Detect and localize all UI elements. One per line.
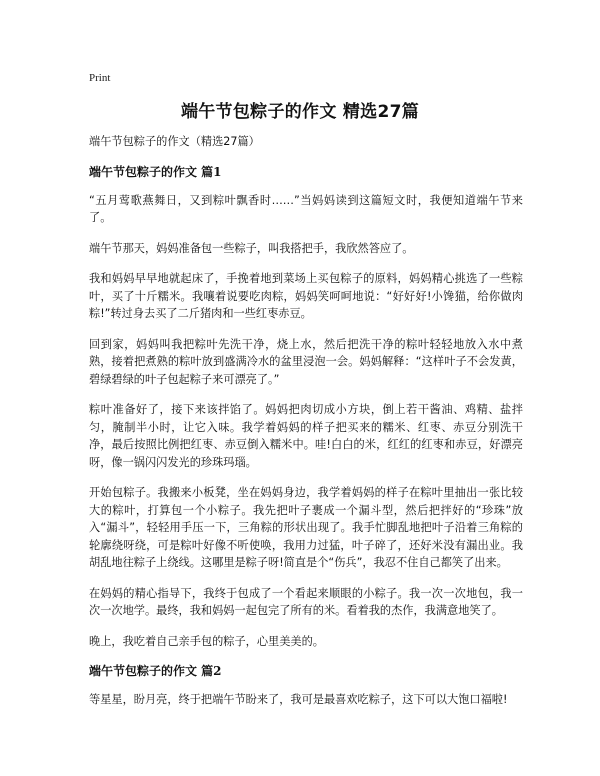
document-title: 端午节包粽子的作文 精选27篇 [180,102,420,122]
print-label: Print [89,72,111,84]
section-heading-2: 端午节包粽子的作文 篇2 [89,664,222,678]
paragraph: “五月莺歌燕舞日，又到粽叶飘香时……”当妈妈读到这篇短文时，我便知道端午节来了。 [89,193,523,224]
paragraph: 回到家，妈妈叫我把粽叶先洗干净，烧上水，然后把洗干净的粽叶轻轻地放入水中煮熟，接着把煮熟的粽叶放到盛满冷水的盆里浸泡一会。妈妈解释：“这样叶子不会发黄，碧绿碧绿的叶子包起粽子来可漂亮了。” [89,337,523,386]
paragraph: 晚上，我吃着自己亲手包的粽子，心里美美的。 [89,634,324,648]
paragraph: 开始包粽子。我搬来小板凳，坐在妈妈身边，我学着妈妈的样子在粽叶里抽出一张比较大的粽叶，打算包一个小粽子。我先把叶子裹成一个漏斗型，然后把拌好的“珍珠”放入“漏斗”，轻轻用手压一下，三角粽的形状出现了。我手忙脚乱地把叶子沿着三角粽的轮廓绕呀绕，可是粽叶好像不听使唤，我用力过猛，叶子碎了，还好米没有漏出业。我胡乱地往粽子上绕线。这哪里是粽子呀!简直是个“伤兵”，我忍不住自己都笑了出来。 [89,486,523,569]
document-body [89,133,523,722]
paragraph: 在妈妈的精心指导下，我终于包成了一个看起来顺眼的小粽子。我一次一次地包，我一次一次地学。最终，我和妈妈一起包完了所有的米。看着我的杰作，我满意地笑了。 [89,586,523,617]
paragraph: 等星星，盼月亮，终于把端午节盼来了，我可是最喜欢吃粽子，这下可以大饱口福啦! [89,693,508,706]
document-subtitle: 端午节包粽子的作文（精选27篇） [89,135,260,148]
section-heading-1: 端午节包粽子的作文 篇1 [89,164,222,179]
paragraph: 端午节那天，妈妈准备包一些粽子，叫我搭把手，我欣然答应了。 [89,241,414,255]
paragraph: 我和妈妈早早地就起床了，手挽着地到菜场上买包粽子的原料，妈妈精心挑选了一些粽叶，买了十斤糯米。我嚷着说要吃肉粽，妈妈笑呵呵地说：“好好好!小馋猫，给你做肉粽!”转过身去买了二斤猪肉和一些红枣赤豆。 [89,272,523,320]
paragraph: 粽叶准备好了，接下来该拌馅了。妈妈把肉切成小方块，倒上若干酱油、鸡精、盐拌匀，腌制半小时，让它入味。我学着妈妈的样子把买来的糯米、红枣、赤豆分别洗干净，最后按照比例把红枣、赤豆倒入糯米中。哇!白白的米，红红的红枣和赤豆，好漂亮呀，像一锅闪闪发光的珍珠玛瑙。 [89,403,523,469]
